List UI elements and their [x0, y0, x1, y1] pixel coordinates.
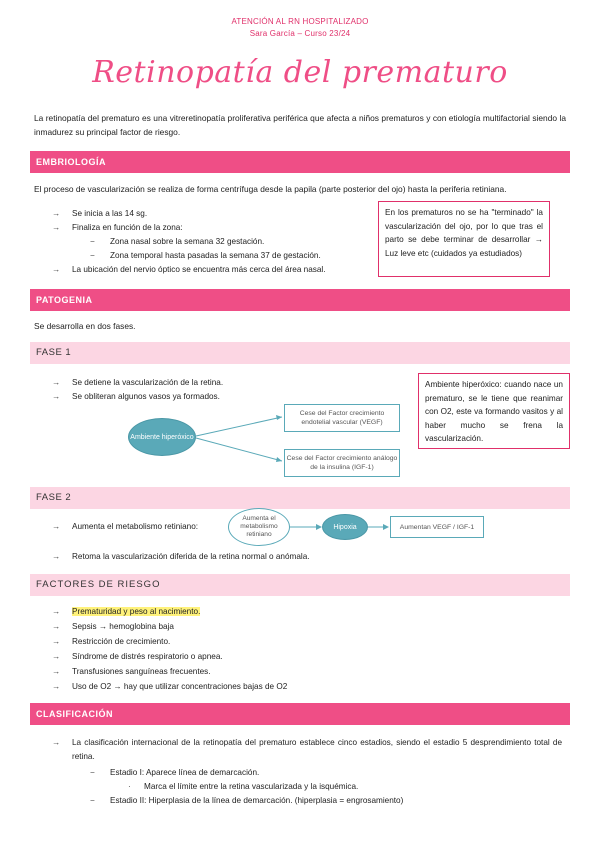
vegf-igf-node: Aumentan VEGF / IGF-1: [390, 516, 484, 538]
vegf-cese-node: Cese del Factor crecimiento endotelial vascular (VEGF): [284, 404, 400, 432]
section-heading-patogenia: PATOGENIA: [30, 289, 570, 311]
list-item: → Retoma la vascularización diferida de la retina normal o anómala.: [52, 552, 310, 561]
note-box-embriologia: En los prematuros no se ha "terminado" la vascularización del ojo, por lo que tras el parto se debe terminar de desarrollar → Luz leve etc (cuidados ya estudiados): [378, 201, 550, 277]
subheading-fase-2: FASE 2: [30, 487, 570, 509]
section-heading-embriologia: EMBRIOLOGÍA: [30, 151, 570, 173]
list-item: → Prematuridad y peso al nacimiento.: [52, 607, 201, 616]
list-item: → La clasificación internacional de la retinopatía del prematuro establece cinco estadios, siendo el estadio 5 desprendimiento total de retina.: [52, 738, 562, 761]
list-item: → Se detiene la vascularización de la retina.: [52, 378, 224, 387]
list-item: → La ubicación del nervio óptico se encuentra más cerca del área nasal.: [52, 265, 326, 274]
hipoxia-node: Hipoxia: [322, 514, 368, 540]
list-item: → Se obliteran algunos vasos ya formados.: [52, 392, 220, 401]
list-item: → Se inicia a las 14 sg.: [52, 209, 148, 218]
ambiente-hiperoxico-node: Ambiente hiperóxico: [128, 418, 196, 456]
header-author: Sara García – Curso 23/24: [249, 29, 351, 38]
patogenia-text: Se desarrolla en dos fases.: [34, 321, 136, 331]
list-item: → Sepsis → hemoglobina baja: [52, 622, 174, 631]
intro-paragraph: La retinopatía del prematuro es una vitreretinopatía proliferativa periférica que afecta a niños prematuros y con etiología multifactorial siendo la inmadurez su principal factor de riesgo.: [34, 113, 566, 137]
list-item: − Estadio I: Aparece línea de demarcación.: [90, 768, 260, 777]
list-item: − Estadio II: Hiperplasia de la línea de demarcación. (hiperplasia = engrosamiento): [90, 796, 404, 805]
subheading-factores-riesgo: FACTORES DE RIESGO: [30, 574, 570, 596]
list-item: → Restricción de crecimiento.: [52, 637, 171, 646]
list-item: → Uso de O2 → hay que utilizar concentraciones bajas de O2: [52, 682, 288, 691]
list-item: → Finaliza en función de la zona:: [52, 223, 183, 232]
note-box-fase1: Ambiente hiperóxico: cuando nace un prematuro, se le tiene que reanimar con O2, este va formando vasitos y al haber mucho se frena la vascularización.: [418, 373, 570, 449]
list-item: · Marca el límite entre la retina vascularizada y la isquémica.: [128, 782, 359, 791]
section-heading-clasificacion: CLASIFICACIÓN: [30, 703, 570, 725]
igf1-cese-node: Cese del Factor crecimiento análogo de la insulina (IGF-1): [284, 449, 400, 477]
list-item: → Transfusiones sanguíneas frecuentes.: [52, 667, 211, 676]
embriologia-text: El proceso de vascularización se realiza de forma centrífuga desde la papila (parte posterior del ojo) hasta la periferia retiniana.: [34, 184, 507, 194]
list-item: → Síndrome de distrés respiratorio o apnea.: [52, 652, 223, 661]
metabolismo-node: Aumenta el metabolismo retiniano: [228, 508, 290, 546]
list-item: → Aumenta el metabolismo retiniano:: [52, 522, 199, 531]
list-item: − Zona temporal hasta pasadas la semana 37 de gestación.: [90, 251, 321, 260]
subheading-fase-1: FASE 1: [30, 342, 570, 364]
header-course: ATENCIÓN AL RN HOSPITALIZADO: [231, 17, 369, 26]
page-title: Retinopatía del prematuro: [92, 55, 508, 90]
list-item: − Zona nasal sobre la semana 32 gestación.: [90, 237, 265, 246]
